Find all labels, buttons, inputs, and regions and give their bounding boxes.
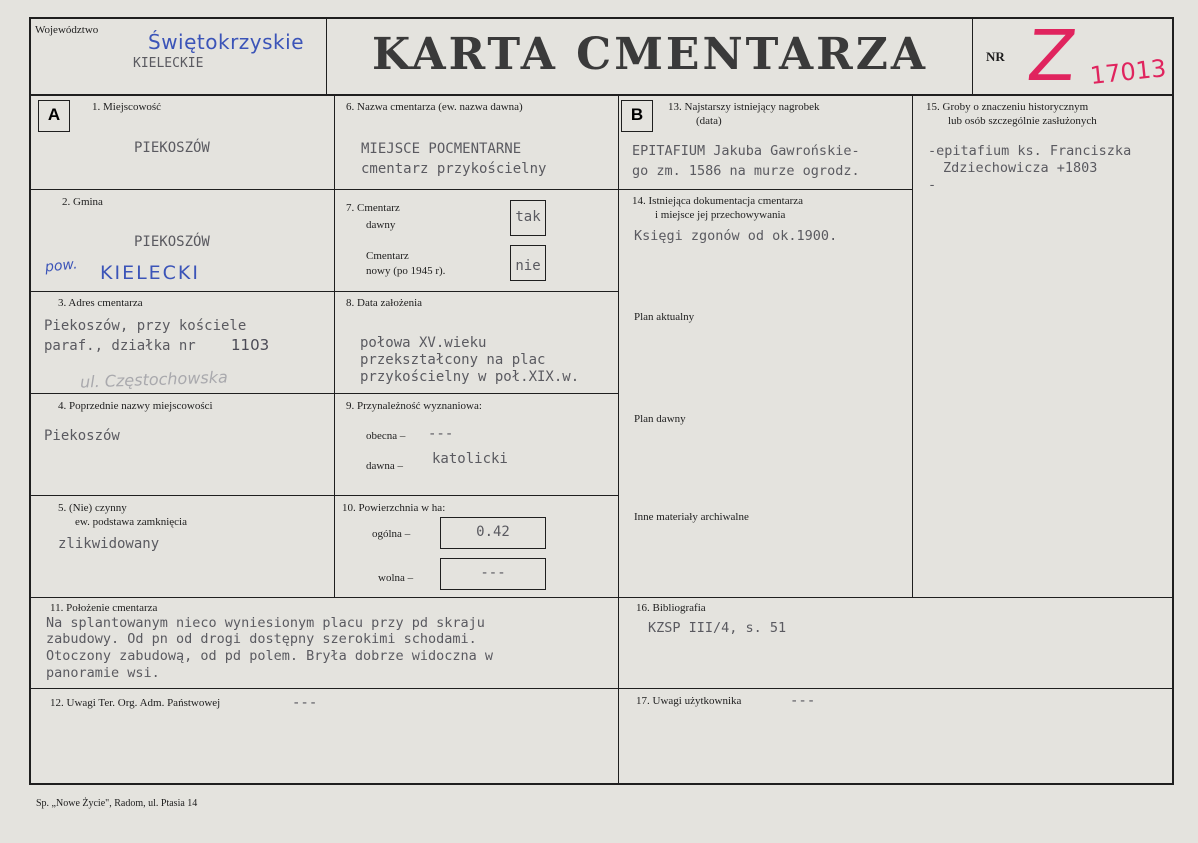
f15-label: 15. Groby o znaczeniu historycznym — [926, 101, 1089, 113]
page-title: KARTA CMENTARZA — [372, 29, 928, 80]
wojewodztwo-label: Województwo — [35, 24, 99, 36]
f10-ogolna-box — [440, 517, 546, 549]
f10-ogolna-label: ogólna – — [372, 528, 411, 540]
f11-line2: zabudowy. Od pn od drogi dostępny szerokimi schodami. — [46, 631, 477, 647]
frame-right — [1172, 17, 1174, 785]
inne-materialy-label: Inne materiały archiwalne — [634, 511, 749, 523]
f5-sublabel: ew. podstawa zamknięcia — [75, 516, 187, 528]
f11-line3: Otoczony zabudową, od pd polem. Bryła dobrze widoczna w — [46, 648, 494, 664]
f5-label: 5. (Nie) czynny — [58, 502, 127, 514]
f13-label: 13. Najstarszy istniejący nagrobek — [668, 101, 820, 113]
f10-wolna-label: wolna – — [378, 572, 414, 584]
f15-line1: -epitafium ks. Franciszka — [928, 143, 1132, 159]
f8-label: 8. Data założenia — [346, 297, 423, 309]
f2-hand-prefix: pow. — [44, 256, 79, 276]
f17-label: 17. Uwagi użytkownika — [636, 695, 742, 707]
frame-top — [29, 17, 1173, 19]
f14-sublabel: i miejsce jej przechowywania — [655, 209, 786, 221]
f2-value: PIEKOSZÓW — [134, 234, 210, 250]
row-sep-2 — [31, 291, 619, 292]
col-sep-a — [334, 95, 335, 598]
printer-footer: Sp. „Nowe Życie", Radom, ul. Ptasia 14 — [36, 798, 198, 809]
row-sep-5 — [31, 597, 1173, 598]
frame-bottom — [29, 783, 1174, 785]
f14-value: Księgi zgonów od ok.1900. — [634, 228, 838, 244]
f7-nowy-value: nie — [515, 258, 541, 274]
f2-label: 2. Gmina — [62, 196, 103, 208]
f1-label: 1. Miejscowość — [92, 101, 162, 113]
f6-line1: MIEJSCE POCMENTARNE — [361, 141, 522, 157]
f7-dawny-label: dawny — [366, 219, 396, 231]
f7-label: 7. Cmentarz — [346, 202, 400, 214]
f3-line2: paraf., działka nr — [44, 338, 196, 354]
f11-label: 11. Położenie cmentarza — [50, 602, 158, 614]
row-sep-3 — [31, 393, 619, 394]
f15-sublabel: lub osób szczególnie zasłużonych — [948, 115, 1097, 127]
f10-label: 10. Powierzchnia w ha: — [342, 502, 446, 514]
plan-dawny-label: Plan dawny — [634, 413, 686, 425]
f9-dawna-value: katolicki — [432, 451, 508, 467]
nr-label: NR — [986, 49, 1005, 64]
row-sep-4 — [31, 495, 619, 496]
section-a-box — [38, 100, 70, 132]
f10-wolna-box — [440, 558, 546, 590]
row-sep-1 — [31, 189, 912, 190]
f6-label: 6. Nazwa cmentarza (ew. nazwa dawna) — [346, 101, 523, 113]
f7-nowy-label1: Cmentarz — [366, 250, 409, 262]
nr-number: 17013 — [1088, 54, 1168, 90]
f15-line2: Zdziechowicza +1803 — [943, 160, 1098, 176]
frame-left — [29, 17, 31, 785]
f7-nowy-label2: nowy (po 1945 r). — [366, 265, 446, 277]
wojewodztwo-typed: KIELECKIE — [133, 56, 204, 71]
f3-label: 3. Adres cmentarza — [58, 297, 143, 309]
f9-dawna-label: dawna – — [366, 460, 403, 472]
f9-obecna-label: obecna – — [366, 430, 406, 442]
f8-line3: przykościelny w poł.XIX.w. — [360, 369, 580, 385]
f2-hand-value: KIELECKI — [100, 262, 200, 284]
f17-value: --- — [790, 693, 816, 709]
f16-label: 16. Bibliografia — [636, 602, 706, 614]
f9-label: 9. Przynależność wyznaniowa: — [346, 400, 482, 412]
f11-line4: panoramie wsi. — [46, 665, 160, 681]
f8-line1: połowa XV.wieku — [360, 335, 487, 351]
header-sep-2 — [972, 17, 973, 95]
section-a-letter: A — [47, 105, 61, 124]
f10-wolna-value: --- — [480, 565, 506, 581]
f12-value: --- — [292, 695, 318, 711]
f12-label: 12. Uwagi Ter. Org. Adm. Państwowej — [50, 697, 221, 709]
f10-ogolna-value: 0.42 — [476, 524, 510, 540]
f8-line2: przekształcony na plac — [360, 352, 546, 368]
f15-line3: - — [928, 177, 937, 193]
section-b-letter: B — [630, 105, 644, 124]
f7-dawny-box — [510, 200, 546, 236]
plan-aktualny-label: Plan aktualny — [634, 311, 695, 323]
f11-line1: Na splantowanym nieco wyniesionym placu przy pd skraju — [46, 615, 485, 631]
f13-line1: EPITAFIUM Jakuba Gawrońskie- — [632, 143, 860, 159]
nr-letter: Z — [1023, 15, 1081, 97]
f13-sublabel: (data) — [696, 115, 722, 127]
section-b-box — [621, 100, 653, 132]
f3-line1: Piekoszów, przy kościele — [44, 318, 247, 334]
f9-obecna-value: --- — [428, 426, 454, 442]
col-sep-b — [618, 95, 619, 785]
wojewodztwo-stamp: Świętokrzyskie — [148, 30, 304, 54]
header-divider — [29, 94, 1173, 96]
f5-value: zlikwidowany — [58, 536, 160, 552]
col-sep-c — [912, 95, 913, 598]
row-sep-6 — [31, 688, 1173, 689]
header-sep-1 — [326, 17, 327, 95]
f4-value: Piekoszów — [44, 428, 120, 444]
f7-dawny-value: tak — [515, 209, 541, 225]
f6-line2: cmentarz przykościelny — [361, 161, 547, 177]
f3-hand-street: ul. Częstochowska — [79, 367, 229, 392]
f14-label: 14. Istniejąca dokumentacja cmentarza — [632, 195, 804, 207]
f16-value: KZSP III/4, s. 51 — [648, 620, 787, 636]
f7-nowy-box — [510, 245, 546, 281]
f4-label: 4. Poprzednie nazwy miejscowości — [58, 400, 213, 412]
f13-line2: go zm. 1586 na murze ogrodz. — [632, 163, 860, 179]
f1-value: PIEKOSZÓW — [134, 140, 210, 156]
f3-plot-number: 1103 — [231, 336, 270, 354]
